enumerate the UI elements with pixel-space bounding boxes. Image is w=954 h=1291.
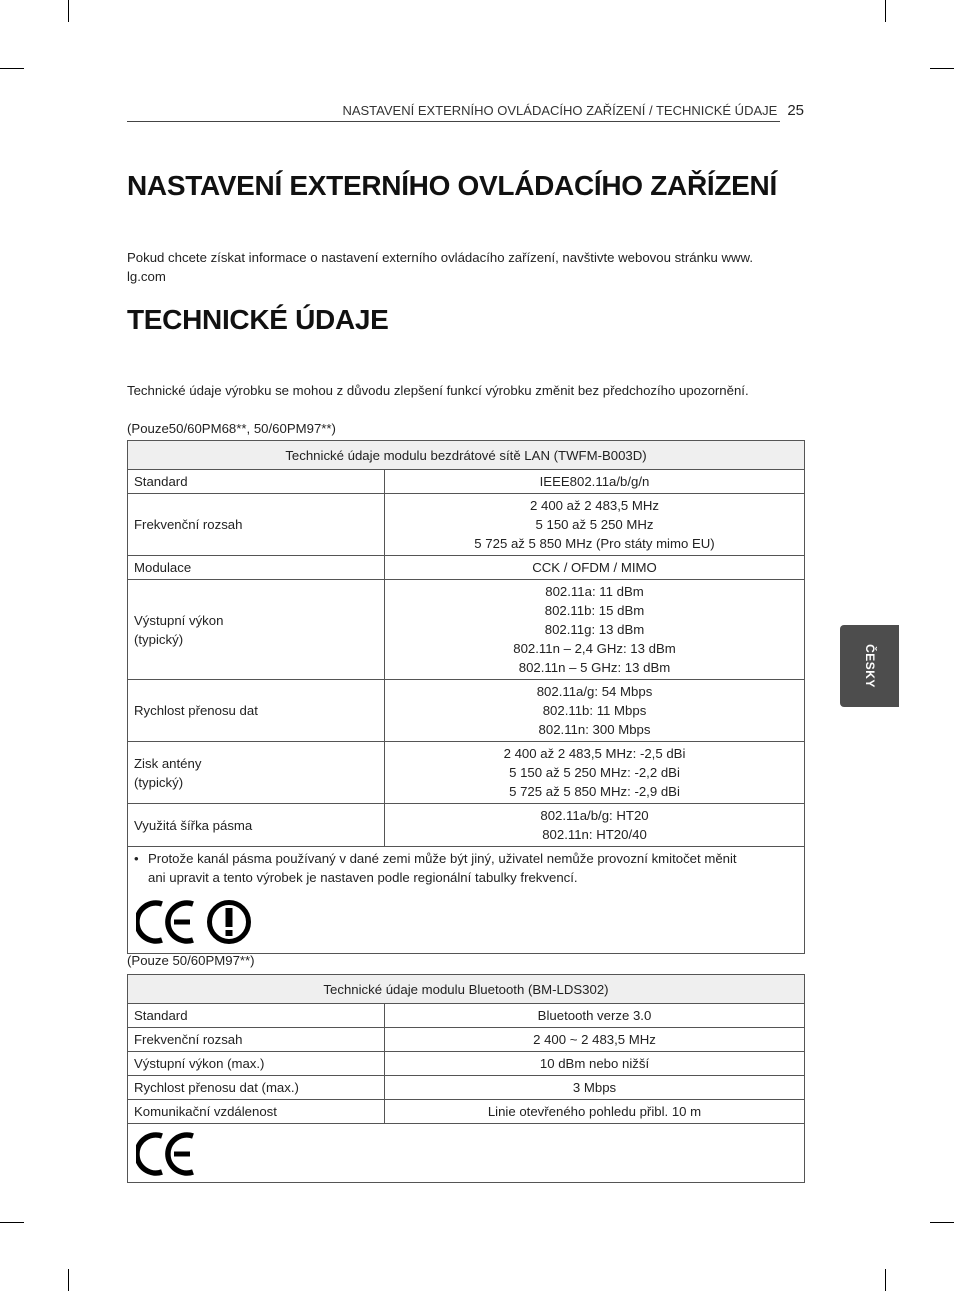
crop-mark bbox=[885, 1269, 886, 1291]
spec-value-cell bbox=[385, 470, 805, 494]
table-row bbox=[128, 1052, 805, 1076]
spec-value: 5 150 až 5 250 MHz bbox=[535, 517, 654, 532]
bluetooth-marks bbox=[128, 1124, 804, 1182]
spec-value: 3 Mbps bbox=[385, 1076, 805, 1100]
spec-label: (typický) bbox=[134, 774, 184, 790]
table-row bbox=[128, 1004, 805, 1028]
spec-value: 802.11b: 11 Mbps bbox=[542, 703, 647, 718]
wlan-applies-to: (Pouze50/60PM68**, 50/60PM97**) bbox=[127, 421, 336, 436]
table-header-row bbox=[128, 975, 805, 1004]
spec-label: Komunikační vzdálenost bbox=[128, 1100, 385, 1124]
spec-value: 5 725 až 5 850 MHz (Pro státy mimo EU) bbox=[474, 536, 715, 551]
spec-label-cell bbox=[128, 804, 385, 847]
table-row bbox=[128, 804, 805, 847]
spec-label: Výstupní výkon (max.) bbox=[128, 1052, 385, 1076]
external-control-text-line: Pokud chcete získat informace o nastavení externího ovládacího zařízení, navštivte webovou stránku www. bbox=[127, 250, 754, 265]
spec-value: 802.11b: 15 dBm bbox=[544, 603, 645, 618]
spec-value: 802.11a/b/g: HT20 bbox=[540, 808, 649, 823]
running-header bbox=[127, 102, 804, 119]
bluetooth-applies-to: (Pouze 50/60PM97**) bbox=[127, 953, 255, 968]
spec-value: 802.11a/g: 54 Mbps bbox=[536, 684, 653, 699]
table-row bbox=[128, 494, 805, 556]
spec-value: 802.11g: 13 dBm bbox=[544, 622, 645, 637]
crop-mark bbox=[930, 1222, 954, 1223]
spec-value: 802.11n: 300 Mbps bbox=[538, 722, 651, 737]
language-tab bbox=[840, 625, 899, 707]
spec-value-cell bbox=[385, 580, 805, 680]
spec-value: 10 dBm nebo nižší bbox=[385, 1052, 805, 1076]
spec-value: 802.11n: HT20/40 bbox=[542, 827, 647, 842]
table-row bbox=[128, 742, 805, 804]
table-row bbox=[128, 580, 805, 680]
spec-label-cell bbox=[128, 494, 385, 556]
crop-mark bbox=[885, 0, 886, 22]
marks-row bbox=[128, 1124, 805, 1183]
note-text-line: ani upravit a tento výrobek je nastaven podle regionální tabulky frekvencí. bbox=[148, 870, 578, 885]
spec-value: Linie otevřeného pohledu přibl. 10 m bbox=[385, 1100, 805, 1124]
spec-label-cell bbox=[128, 556, 385, 580]
external-control-text bbox=[127, 248, 807, 286]
spec-value: 2 400 ~ 2 483,5 MHz bbox=[385, 1028, 805, 1052]
language-tab-label: ČESKY bbox=[862, 644, 877, 688]
spec-label-cell bbox=[128, 580, 385, 680]
spec-value: 5 150 až 5 250 MHz: -2,2 dBi bbox=[509, 765, 680, 780]
spec-label-cell bbox=[128, 680, 385, 742]
spec-value: 802.11n – 2,4 GHz: 13 dBm bbox=[513, 641, 676, 656]
external-control-text-line: lg.com bbox=[127, 269, 166, 284]
running-title: NASTAVENÍ EXTERNÍHO OVLÁDACÍHO ZAŘÍZENÍ / TECHNICKÉ ÚDAJE bbox=[342, 103, 778, 118]
spec-value: Bluetooth verze 3.0 bbox=[385, 1004, 805, 1028]
spec-value-cell bbox=[385, 680, 805, 742]
wlan-table-heading: Technické údaje modulu bezdrátové sítě LAN (TWFM-B003D) bbox=[128, 441, 805, 470]
spec-value: 802.11n – 5 GHz: 13 dBm bbox=[518, 660, 671, 675]
table-row bbox=[128, 1076, 805, 1100]
header-rule bbox=[127, 121, 780, 122]
spec-label: Frekvenční rozsah bbox=[128, 1028, 385, 1052]
section-title-external-control: NASTAVENÍ EXTERNÍHO OVLÁDACÍHO ZAŘÍZENÍ bbox=[127, 170, 777, 201]
table-row bbox=[128, 1100, 805, 1124]
spec-value-cell bbox=[385, 556, 805, 580]
table-header-row bbox=[128, 441, 805, 470]
page-number: 25 bbox=[787, 102, 804, 119]
marks-cell bbox=[128, 1124, 805, 1183]
specifications-intro: Technické údaje výrobku se mohou z důvodu zlepšení funkcí výrobku změnit bez předchozího upozornění. bbox=[127, 383, 749, 398]
spec-value: 2 400 až 2 483,5 MHz: -2,5 dBi bbox=[503, 746, 686, 761]
frequency-note bbox=[128, 847, 804, 887]
wlan-marks bbox=[128, 887, 804, 953]
spec-value: 5 725 až 5 850 MHz: -2,9 dBi bbox=[509, 784, 680, 799]
spec-label: Výstupní výkon bbox=[134, 612, 224, 628]
bluetooth-spec-table bbox=[127, 974, 805, 1183]
spec-label: (typický) bbox=[134, 631, 184, 647]
note-cell bbox=[128, 847, 805, 954]
wlan-spec-table bbox=[127, 440, 805, 954]
crop-mark bbox=[0, 68, 24, 69]
crop-mark bbox=[0, 1222, 24, 1223]
crop-mark bbox=[68, 0, 69, 22]
crop-mark bbox=[930, 68, 954, 69]
spec-value: CCK / OFDM / MIMO bbox=[532, 560, 657, 575]
table-row bbox=[128, 556, 805, 580]
table-row bbox=[128, 1028, 805, 1052]
ce-mark-icon bbox=[136, 900, 198, 944]
table-row bbox=[128, 680, 805, 742]
spec-label: Standard bbox=[128, 1004, 385, 1028]
spec-value-cell bbox=[385, 804, 805, 847]
spec-value: IEEE802.11a/b/g/n bbox=[539, 474, 650, 489]
note-bullet: • bbox=[134, 851, 139, 866]
spec-label: Rychlost přenosu dat (max.) bbox=[128, 1076, 385, 1100]
spec-label-cell bbox=[128, 470, 385, 494]
spec-label: Zisk antény bbox=[134, 755, 202, 771]
spec-label: Rychlost přenosu dat bbox=[134, 703, 258, 718]
spec-label: Standard bbox=[134, 474, 188, 489]
spec-label: Využitá šířka pásma bbox=[134, 817, 253, 833]
bluetooth-table-heading: Technické údaje modulu Bluetooth (BM-LDS302) bbox=[128, 975, 805, 1004]
note-row bbox=[128, 847, 805, 954]
note-text-line: Protože kanál pásma používaný v dané zemi může být jiný, uživatel nemůže provozní kmitočet měnit bbox=[148, 851, 737, 866]
crop-mark bbox=[68, 1269, 69, 1291]
spec-value: 2 400 až 2 483,5 MHz bbox=[529, 498, 660, 513]
spec-label-cell bbox=[128, 742, 385, 804]
alert-class2-icon bbox=[206, 899, 252, 945]
spec-label: Modulace bbox=[134, 560, 192, 575]
spec-label: Frekvenční rozsah bbox=[134, 517, 243, 532]
spec-value: 802.11a: 11 dBm bbox=[545, 584, 644, 599]
ce-mark-icon bbox=[136, 1132, 198, 1176]
table-row bbox=[128, 470, 805, 494]
spec-value-cell bbox=[385, 494, 805, 556]
section-title-specifications: TECHNICKÉ ÚDAJE bbox=[127, 304, 389, 335]
spec-value-cell bbox=[385, 742, 805, 804]
